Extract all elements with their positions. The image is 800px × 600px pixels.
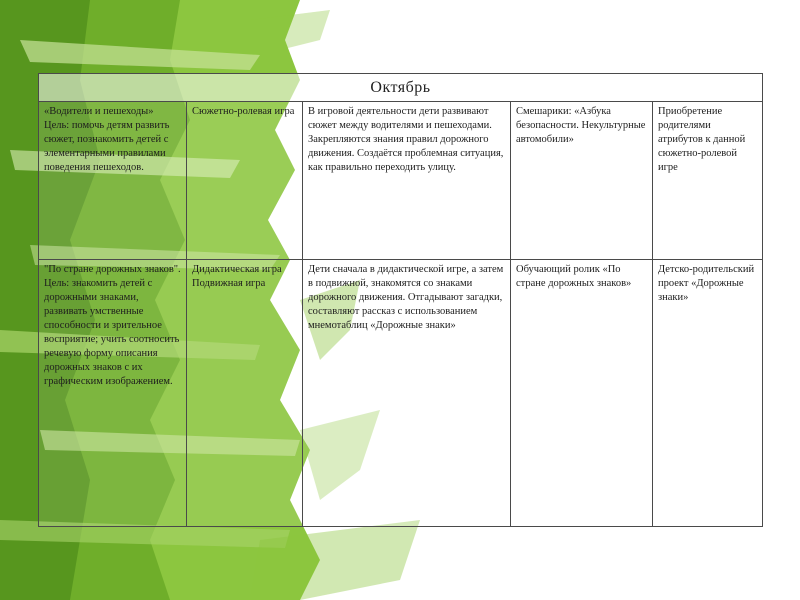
plan-table (38, 73, 763, 527)
activity-form-cell: Сюжетно-ролевая игра (187, 102, 303, 260)
topic-cell: "По стране дорожных знаков". Цель: знакомить детей с дорожными знаками, развивать умственные способности и зрительное восприятие; учить соотносить речевую форму описания дорожных знаков с их графическим изображением. (39, 260, 187, 527)
media-cell: Обучающий ролик «По стране дорожных знаков» (511, 260, 653, 527)
topic-cell: «Водители и пешеходы» Цель: помочь детям развить сюжет, познакомить детей с элементарными правилами поведения пешеходов. (39, 102, 187, 260)
activity-content-cell: Дети сначала в дидактической игре, а затем в подвижной, знакомятся со знаками дорожного движения. Отгадывают загадки, составляют рассказ с использованием мнемотаблиц «Дорожные знаки» (303, 260, 511, 527)
activity-content-cell: В игровой деятельности дети развивают сюжет между водителями и пешеходами. Закрепляются знания правил дорожного движения. Создаётся проблемная ситуация, как правильно переходить улицу. (303, 102, 511, 260)
media-cell: Смешарики: «Азбука безопасности. Некультурные автомобили» (511, 102, 653, 260)
parents-cell: Детско-родительский проект «Дорожные знаки» (653, 260, 763, 527)
month-header: Октябрь (39, 74, 763, 102)
activity-form-cell: Дидактическая игра Подвижная игра (187, 260, 303, 527)
parents-cell: Приобретение родителями атрибутов к данной сюжетно-ролевой игре (653, 102, 763, 260)
